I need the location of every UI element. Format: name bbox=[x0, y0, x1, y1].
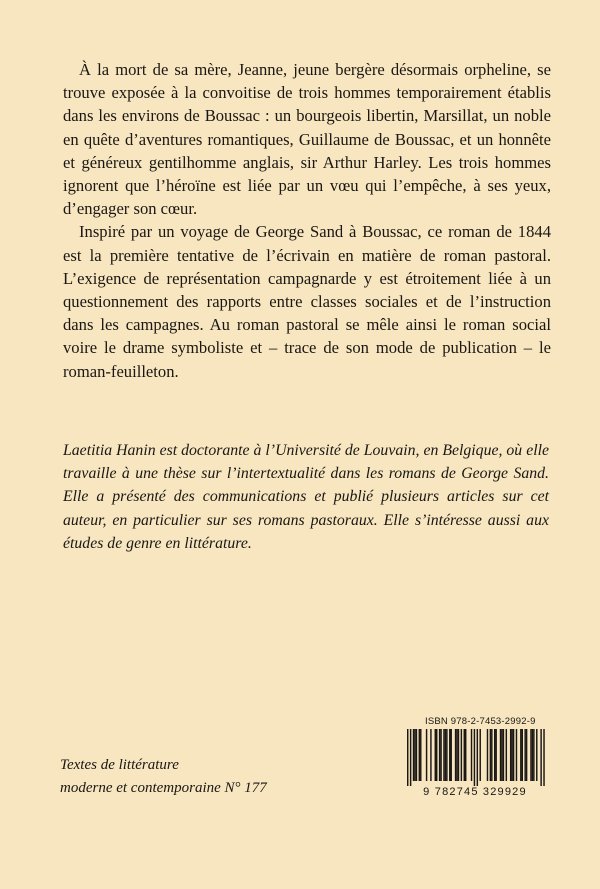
barcode-bar bbox=[522, 729, 523, 781]
barcode-bar bbox=[451, 729, 452, 781]
barcode-bar bbox=[465, 729, 466, 781]
barcode-bar bbox=[526, 729, 527, 781]
barcode-bar bbox=[520, 729, 521, 781]
barcode-bar bbox=[461, 729, 462, 781]
barcode-bar bbox=[430, 729, 431, 781]
barcode-bar bbox=[407, 729, 408, 786]
series-info bbox=[60, 754, 380, 800]
barcode-bar bbox=[471, 729, 472, 781]
barcode-bar bbox=[440, 729, 441, 781]
barcode-bar bbox=[455, 729, 456, 781]
barcode-bar bbox=[445, 729, 446, 781]
barcode-bar bbox=[501, 729, 502, 781]
barcode-bar bbox=[477, 729, 478, 786]
barcode-bar bbox=[474, 729, 475, 786]
barcode-bar bbox=[458, 729, 459, 781]
barcode-bar bbox=[491, 729, 492, 781]
barcode-bar bbox=[439, 729, 440, 781]
barcode-bar bbox=[510, 729, 511, 781]
barcode-bar bbox=[495, 729, 496, 781]
barcode-bar bbox=[420, 729, 421, 781]
barcode-bar bbox=[533, 729, 534, 781]
barcode-bar bbox=[480, 729, 481, 781]
series-line-1: Textes de littérature bbox=[60, 757, 179, 773]
barcode-bar bbox=[500, 729, 501, 781]
barcode-bar bbox=[410, 729, 411, 786]
barcode-bar bbox=[503, 729, 504, 781]
barcode-bar bbox=[536, 729, 537, 781]
barcode-icon bbox=[399, 729, 551, 797]
barcode-bar bbox=[524, 729, 525, 781]
barcode-bar bbox=[530, 729, 531, 781]
barcode-bar bbox=[414, 729, 415, 781]
barcode-bar bbox=[449, 729, 450, 781]
barcode-bar bbox=[543, 729, 544, 786]
barcode-bar bbox=[413, 729, 414, 781]
barcode-bar bbox=[426, 729, 427, 781]
barcode-bar bbox=[532, 729, 533, 781]
barcode-bar bbox=[443, 729, 444, 781]
isbn-label: ISBN 978-2-7453-2992-9 bbox=[425, 716, 536, 727]
author-bio: Laetitia Hanin est doctorante à l’Université de Louvain, en Belgique, où elle travaille à une thèse sur l’intertextualité dans les romans de George Sand. Elle a présenté des communications et publié plusieurs articles sur cet auteur, en particulier sur ses romans pastoraux. Elle s’intéresse aussi aux études de genre en littérature. bbox=[63, 442, 549, 552]
barcode-bar bbox=[490, 729, 491, 781]
barcode-bar bbox=[516, 729, 517, 781]
barcode-bar bbox=[416, 729, 417, 781]
barcode-bar bbox=[511, 729, 512, 781]
barcode-bar bbox=[464, 729, 465, 781]
barcode-digits: 9 782745 329929 bbox=[423, 786, 527, 797]
barcode-bar bbox=[436, 729, 437, 781]
summary-text bbox=[63, 58, 551, 383]
barcode-bar bbox=[513, 729, 514, 781]
barcode-bar bbox=[506, 729, 507, 781]
series-line-2: moderne et contemporaine N° 177 bbox=[60, 780, 267, 796]
barcode-bar bbox=[540, 729, 541, 786]
summary-paragraph-1: À la mort de sa mère, Jeanne, jeune bergère désormais orpheline, se trouve exposée à la convoitise de trois hommes temporairement établis dans les environs de Boussac : un bourgeois libertin, Marsillat, un noble en quête d’aventures romantiques, Guillaume de Boussac, et un honnête et généreux gentilhomme anglais, sir Arthur Harley. Les trois hommes ignorent que l’héroïne est liée par un vœu qui l’empêche, à ses yeux, d’engager son cœur. bbox=[63, 60, 551, 219]
summary-paragraph-2: Inspiré par un voyage de George Sand à Boussac, ce roman de 1844 est la première tentative de l’écrivain en matière de roman pastoral. L’exigence de représentation campagnarde y est étroitement liée à un questionnement des rapports entre classes sociales et de l’instruction dans les campagnes. Au roman pastoral se mêle ainsi le roman social voire le drame symboliste et – trace de son mode de publication – le roman-feuilleton. bbox=[63, 222, 551, 381]
barcode-bar bbox=[494, 729, 495, 781]
barcode-bar bbox=[446, 729, 447, 781]
barcode-bar bbox=[487, 729, 488, 781]
isbn-barcode bbox=[399, 716, 551, 798]
barcode-bar bbox=[419, 729, 420, 781]
barcode-bar bbox=[435, 729, 436, 781]
barcode-bar bbox=[456, 729, 457, 781]
